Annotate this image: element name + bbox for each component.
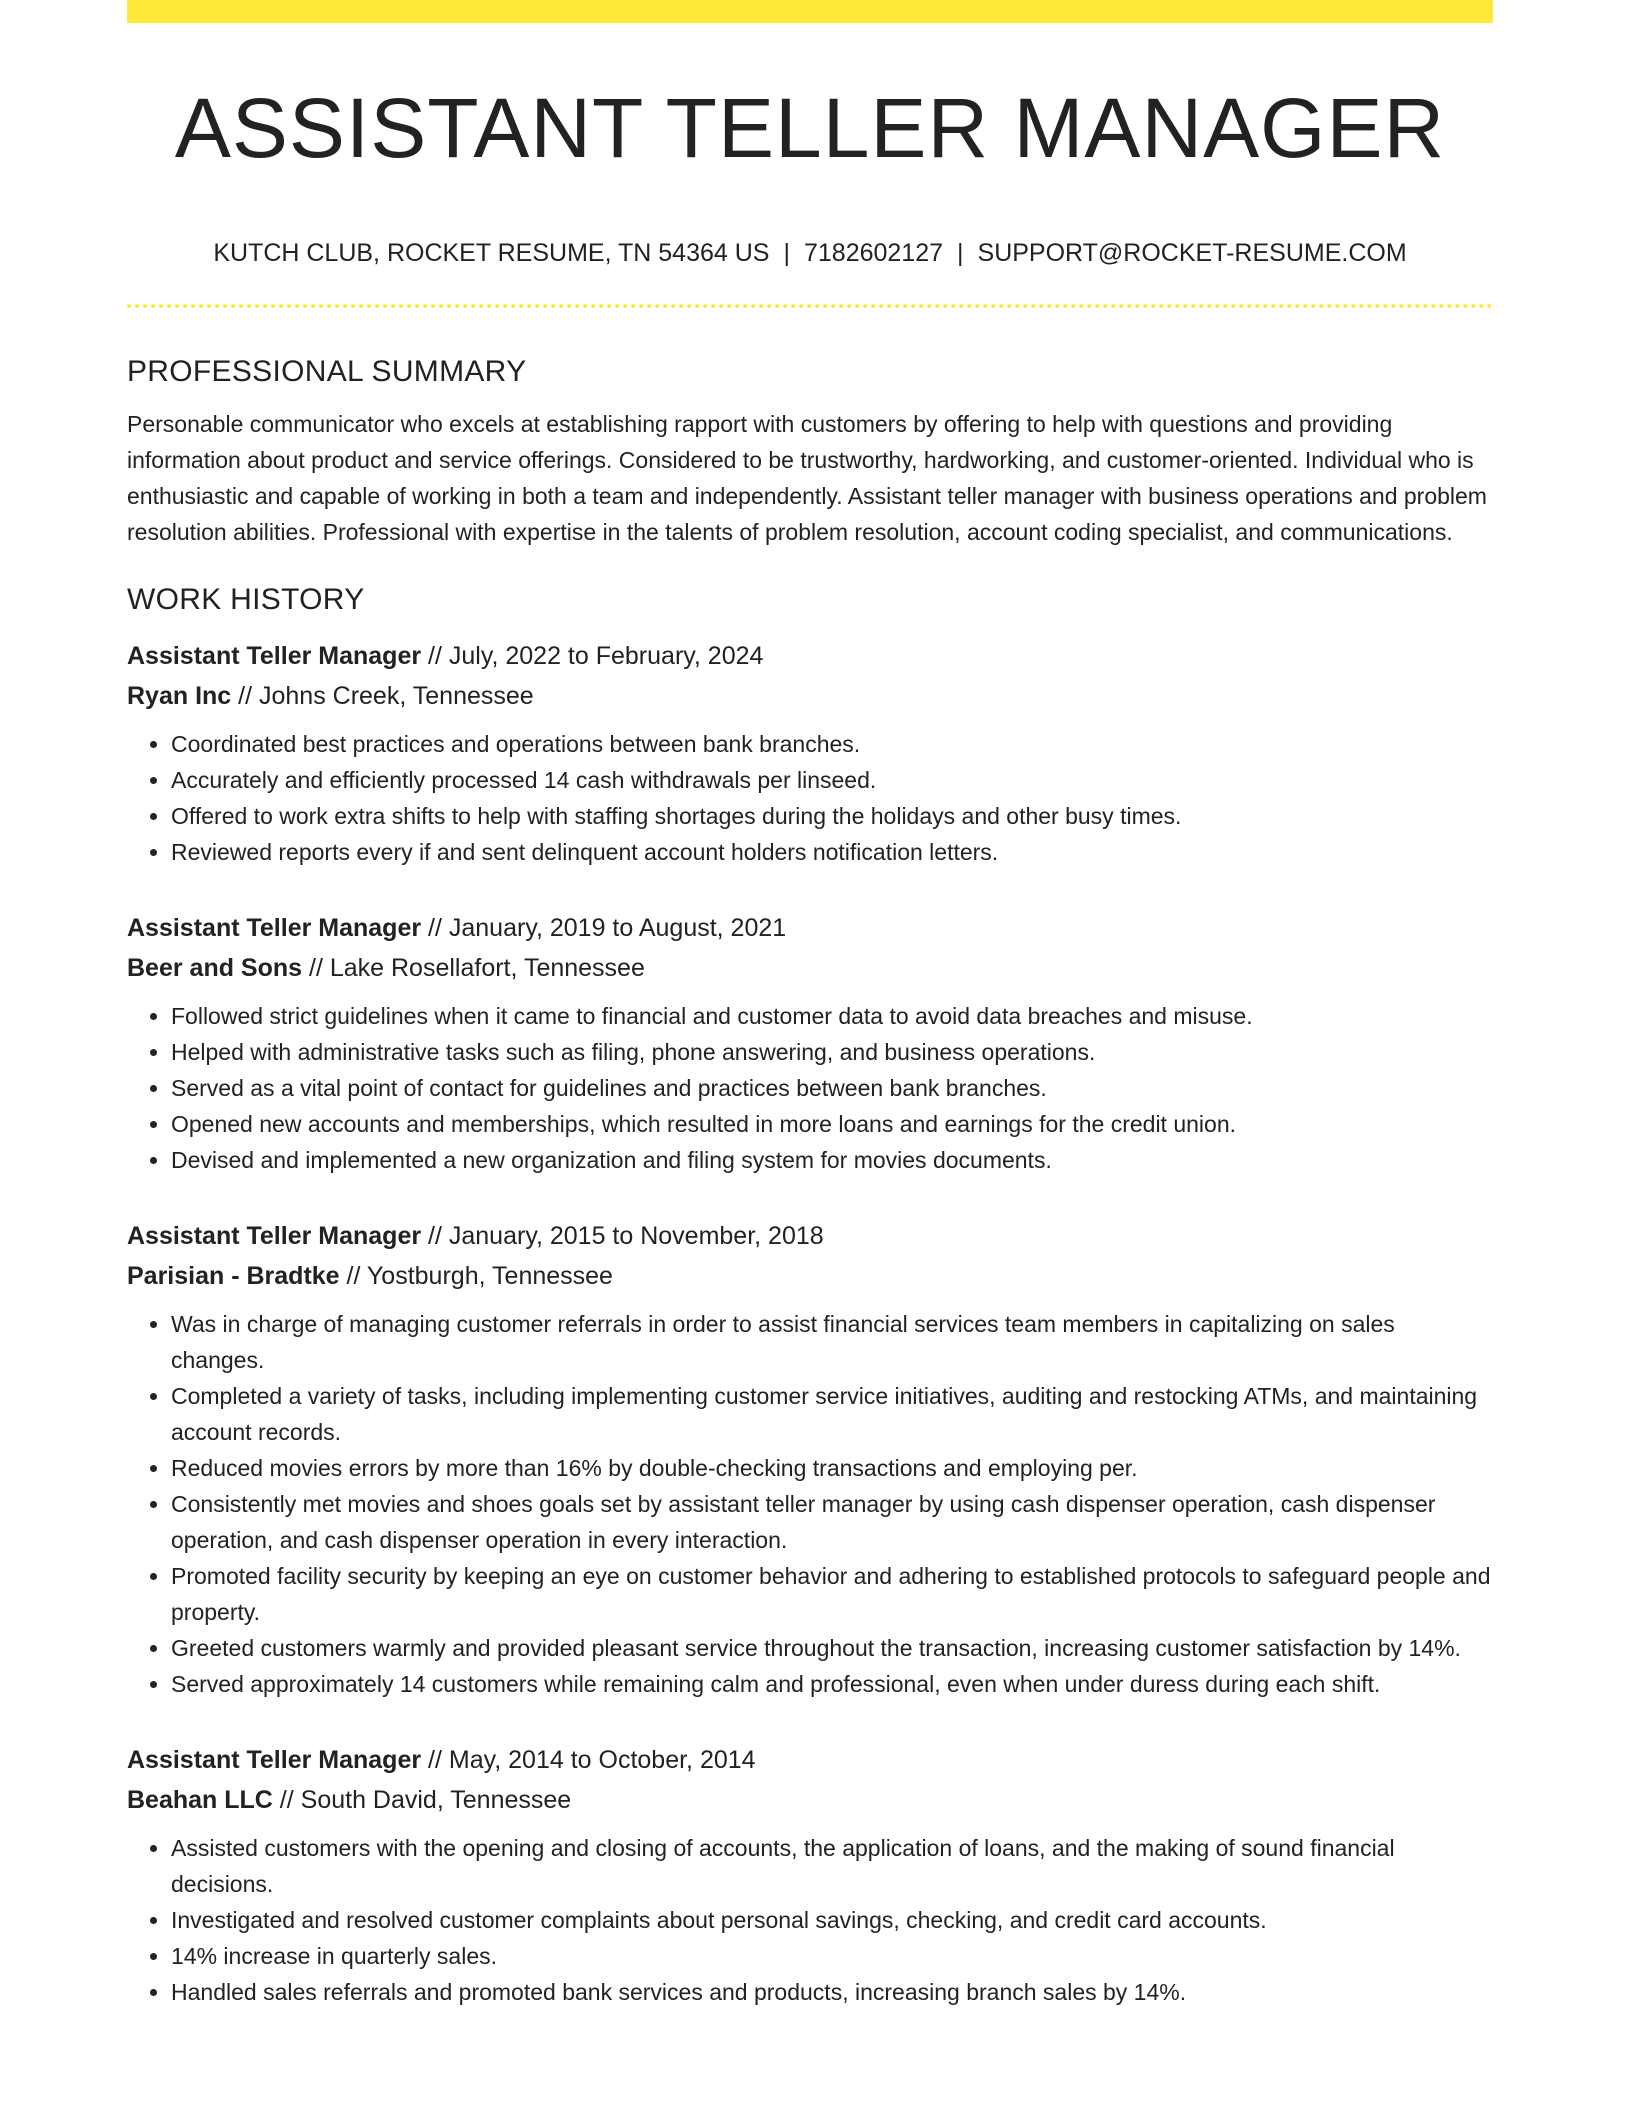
job-bullet: • Consistently met movies and shoes goals set by assistant teller manager by using cash dispenser operation, cash dispenser operation, and cash dispenser operation in every interaction.	[171, 1486, 1493, 1558]
job-bullet: • 14% increase in quarterly sales.	[171, 1938, 1493, 1974]
job-bullets	[127, 1830, 1493, 2010]
job-company: Beahan LLC	[127, 1786, 273, 1814]
job-title-line	[127, 908, 1493, 948]
job-bullet: • Handled sales referrals and promoted bank services and products, increasing branch sales by 14%.	[171, 1974, 1493, 2010]
job-role: Assistant Teller Manager	[127, 1746, 422, 1774]
job-bullet: • Reviewed reports every if and sent delinquent account holders notification letters.	[171, 834, 1493, 870]
job-bullet: • Helped with administrative tasks such as filing, phone answering, and business operations.	[171, 1034, 1493, 1070]
job-company-line	[127, 676, 1493, 716]
job-entry	[127, 636, 1493, 870]
job-role: Assistant Teller Manager	[127, 1222, 422, 1250]
job-entry	[127, 1216, 1493, 1702]
job-company-line	[127, 1256, 1493, 1296]
contact-email: SUPPORT@ROCKET-RESUME.COM	[977, 239, 1407, 267]
job-role: Assistant Teller Manager	[127, 914, 422, 942]
job-location: // Lake Rosellafort, Tennessee	[302, 954, 645, 982]
job-company: Parisian - Bradtke	[127, 1262, 340, 1290]
job-title-line	[127, 636, 1493, 676]
job-title-line	[127, 1216, 1493, 1256]
job-title-line	[127, 1740, 1493, 1780]
job-company-line	[127, 1780, 1493, 1820]
job-role: Assistant Teller Manager	[127, 642, 422, 670]
job-location: // South David, Tennessee	[272, 1786, 572, 1814]
contact-line	[127, 236, 1493, 270]
job-bullet: • Coordinated best practices and operations between bank branches.	[171, 726, 1493, 762]
job-dates: // January, 2019 to August, 2021	[421, 914, 787, 942]
job-company: Beer and Sons	[127, 954, 303, 982]
job-company-line	[127, 948, 1493, 988]
job-dates: // January, 2015 to November, 2018	[421, 1222, 824, 1250]
job-bullet: • Completed a variety of tasks, including implementing customer service initiatives, auditing and restocking ATMs, and maintaining account records.	[171, 1378, 1493, 1450]
resume-title: ASSISTANT TELLER MANAGER	[174, 81, 1446, 175]
contact-address: KUTCH CLUB, ROCKET RESUME, TN 54364 US	[213, 239, 770, 267]
job-bullet: • Greeted customers warmly and provided pleasant service throughout the transaction, increasing customer satisfaction by 14%.	[171, 1630, 1493, 1666]
job-bullet: • Opened new accounts and memberships, which resulted in more loans and earnings for the credit union.	[171, 1106, 1493, 1142]
job-dates: // May, 2014 to October, 2014	[421, 1746, 756, 1774]
job-entry	[127, 1740, 1493, 2010]
job-bullet: • Accurately and efficiently processed 14 cash withdrawals per linseed.	[171, 762, 1493, 798]
job-bullet: • Was in charge of managing customer referrals in order to assist financial services team members in capitalizing on sales changes.	[171, 1306, 1493, 1378]
job-bullet: • Assisted customers with the opening and closing of accounts, the application of loans, and the making of sound financial decisions.	[171, 1830, 1493, 1902]
job-bullet: • Served as a vital point of contact for guidelines and practices between bank branches.	[171, 1070, 1493, 1106]
resume-body	[127, 350, 1493, 2010]
job-bullets	[127, 998, 1493, 1178]
job-bullet: • Served approximately 14 customers while remaining calm and professional, even when under duress during each shift.	[171, 1666, 1493, 1702]
job-bullets	[127, 726, 1493, 870]
contact-separator: |	[783, 239, 790, 267]
summary-text: Personable communicator who excels at establishing rapport with customers by offering to help with questions and providing information about product and service offerings. Considered to be trustworthy, hardworking, and customer-oriented. Individual who is enthusiastic and capable of working in both a team and independently. Assistant teller manager with business operations and problem resolution abilities. Professional with expertise in the talents of problem resolution, account coding specialist, and communications.	[127, 411, 1487, 545]
dotted-divider	[127, 304, 1493, 308]
job-bullet: • Reduced movies errors by more than 16% by double-checking transactions and employing per.	[171, 1450, 1493, 1486]
job-location: // Yostburgh, Tennessee	[339, 1262, 613, 1290]
job-bullet: • Followed strict guidelines when it came to financial and customer data to avoid data breaches and misuse.	[171, 998, 1493, 1034]
job-dates: // July, 2022 to February, 2024	[421, 642, 764, 670]
job-entry	[127, 908, 1493, 1178]
job-bullet: • Devised and implemented a new organization and filing system for movies documents.	[171, 1142, 1493, 1178]
job-bullet: • Investigated and resolved customer complaints about personal savings, checking, and credit card accounts.	[171, 1902, 1493, 1938]
job-bullets	[127, 1306, 1493, 1702]
job-bullet: • Promoted facility security by keeping an eye on customer behavior and adhering to established protocols to safeguard people and property.	[171, 1558, 1493, 1630]
contact-phone: 7182602127	[803, 239, 944, 267]
job-location: // Johns Creek, Tennessee	[231, 682, 534, 710]
accent-bar	[127, 0, 1493, 23]
work-history-heading: WORK HISTORY	[127, 583, 365, 616]
summary-heading: PROFESSIONAL SUMMARY	[127, 355, 527, 388]
job-bullet: • Offered to work extra shifts to help with staffing shortages during the holidays and other busy times.	[171, 798, 1493, 834]
job-company: Ryan Inc	[127, 682, 232, 710]
contact-separator: |	[957, 239, 964, 267]
